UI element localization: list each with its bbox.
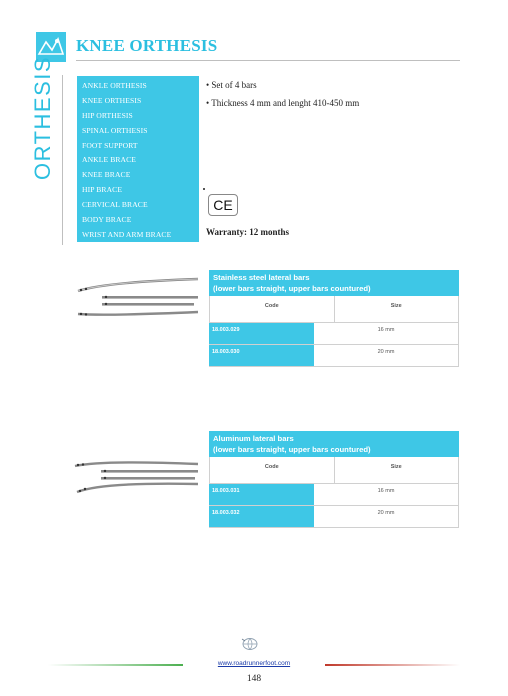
section-label: ORTHESIS: [30, 55, 55, 180]
menu-item-ankle-brace[interactable]: ANKLE BRACE: [82, 155, 137, 165]
aluminum-bars-image: [73, 456, 200, 500]
ce-mark: CE: [208, 194, 238, 216]
feature-item: • Thickness 4 mm and lenght 410-450 mm: [206, 98, 360, 108]
product-table-header: [209, 431, 459, 457]
title-divider: [76, 60, 460, 61]
page-title: KNEE ORTHESIS: [76, 36, 218, 55]
table-row: [209, 506, 459, 528]
menu-item-foot-support[interactable]: FOOT SUPPORT: [82, 140, 138, 150]
website-link[interactable]: www.roadrunnerfoot.com: [217, 660, 291, 667]
side-divider: [62, 75, 63, 245]
col-code: Code: [210, 296, 335, 322]
product-size: 16 mm: [314, 323, 459, 344]
col-size: Size: [390, 464, 402, 470]
product-size: 20 mm: [314, 345, 459, 366]
stainless-bars-image: [76, 276, 200, 320]
product-code: 18.003.030: [209, 345, 314, 366]
feature-text: Thickness 4 mm and lenght 410-450 mm: [211, 98, 360, 108]
menu-item-wrist-and-arm-brace[interactable]: WRIST AND ARM BRACE: [82, 229, 172, 239]
product-size: 20 mm: [314, 506, 459, 527]
feature-item: • Set of 4 bars: [206, 80, 257, 90]
product-code: 18.003.031: [209, 484, 314, 505]
roadrunner-logo-icon: [241, 637, 259, 651]
table-row: [209, 345, 459, 367]
warranty-text: Warranty: 12 months: [206, 227, 289, 237]
col-size: Size: [390, 303, 402, 309]
product-table-aluminum: [209, 431, 459, 528]
menu-item-hip-orthesis[interactable]: HIP ORTHESIS: [82, 110, 133, 120]
product-table-stainless: [209, 270, 459, 367]
column-headers: [209, 457, 459, 484]
product-size: 16 mm: [314, 484, 459, 505]
feature-text: Set of 4 bars: [211, 80, 257, 90]
product-title: Stainless steel lateral bars: [213, 273, 310, 282]
product-subtitle: (lower bars straight, upper bars countured): [213, 284, 371, 293]
product-subtitle: (lower bars straight, upper bars countured): [213, 445, 371, 454]
menu-item-cervical-brace[interactable]: CERVICAL BRACE: [82, 200, 148, 210]
category-menu: [77, 76, 199, 242]
dot-mark: [203, 188, 205, 190]
product-code: 18.003.032: [209, 506, 314, 527]
col-code: Code: [210, 457, 335, 483]
menu-item-hip-brace[interactable]: HIP BRACE: [82, 185, 123, 195]
menu-item-knee-brace[interactable]: KNEE BRACE: [82, 170, 131, 180]
feature-list: [206, 79, 359, 115]
menu-item-ankle-orthesis[interactable]: ANKLE ORTHESIS: [82, 81, 147, 90]
product-table-header: [209, 270, 459, 296]
column-headers: [209, 296, 459, 323]
table-row: [209, 484, 459, 506]
page-number: 148: [246, 674, 262, 684]
product-code: 18.003.029: [209, 323, 314, 344]
product-title: Aluminum lateral bars: [213, 434, 294, 443]
menu-item-knee-orthesis[interactable]: KNEE ORTHESIS: [82, 95, 142, 105]
table-row: [209, 323, 459, 345]
menu-item-spinal-orthesis[interactable]: SPINAL ORTHESIS: [82, 125, 148, 135]
menu-item-body-brace[interactable]: BODY BRACE: [82, 215, 132, 225]
